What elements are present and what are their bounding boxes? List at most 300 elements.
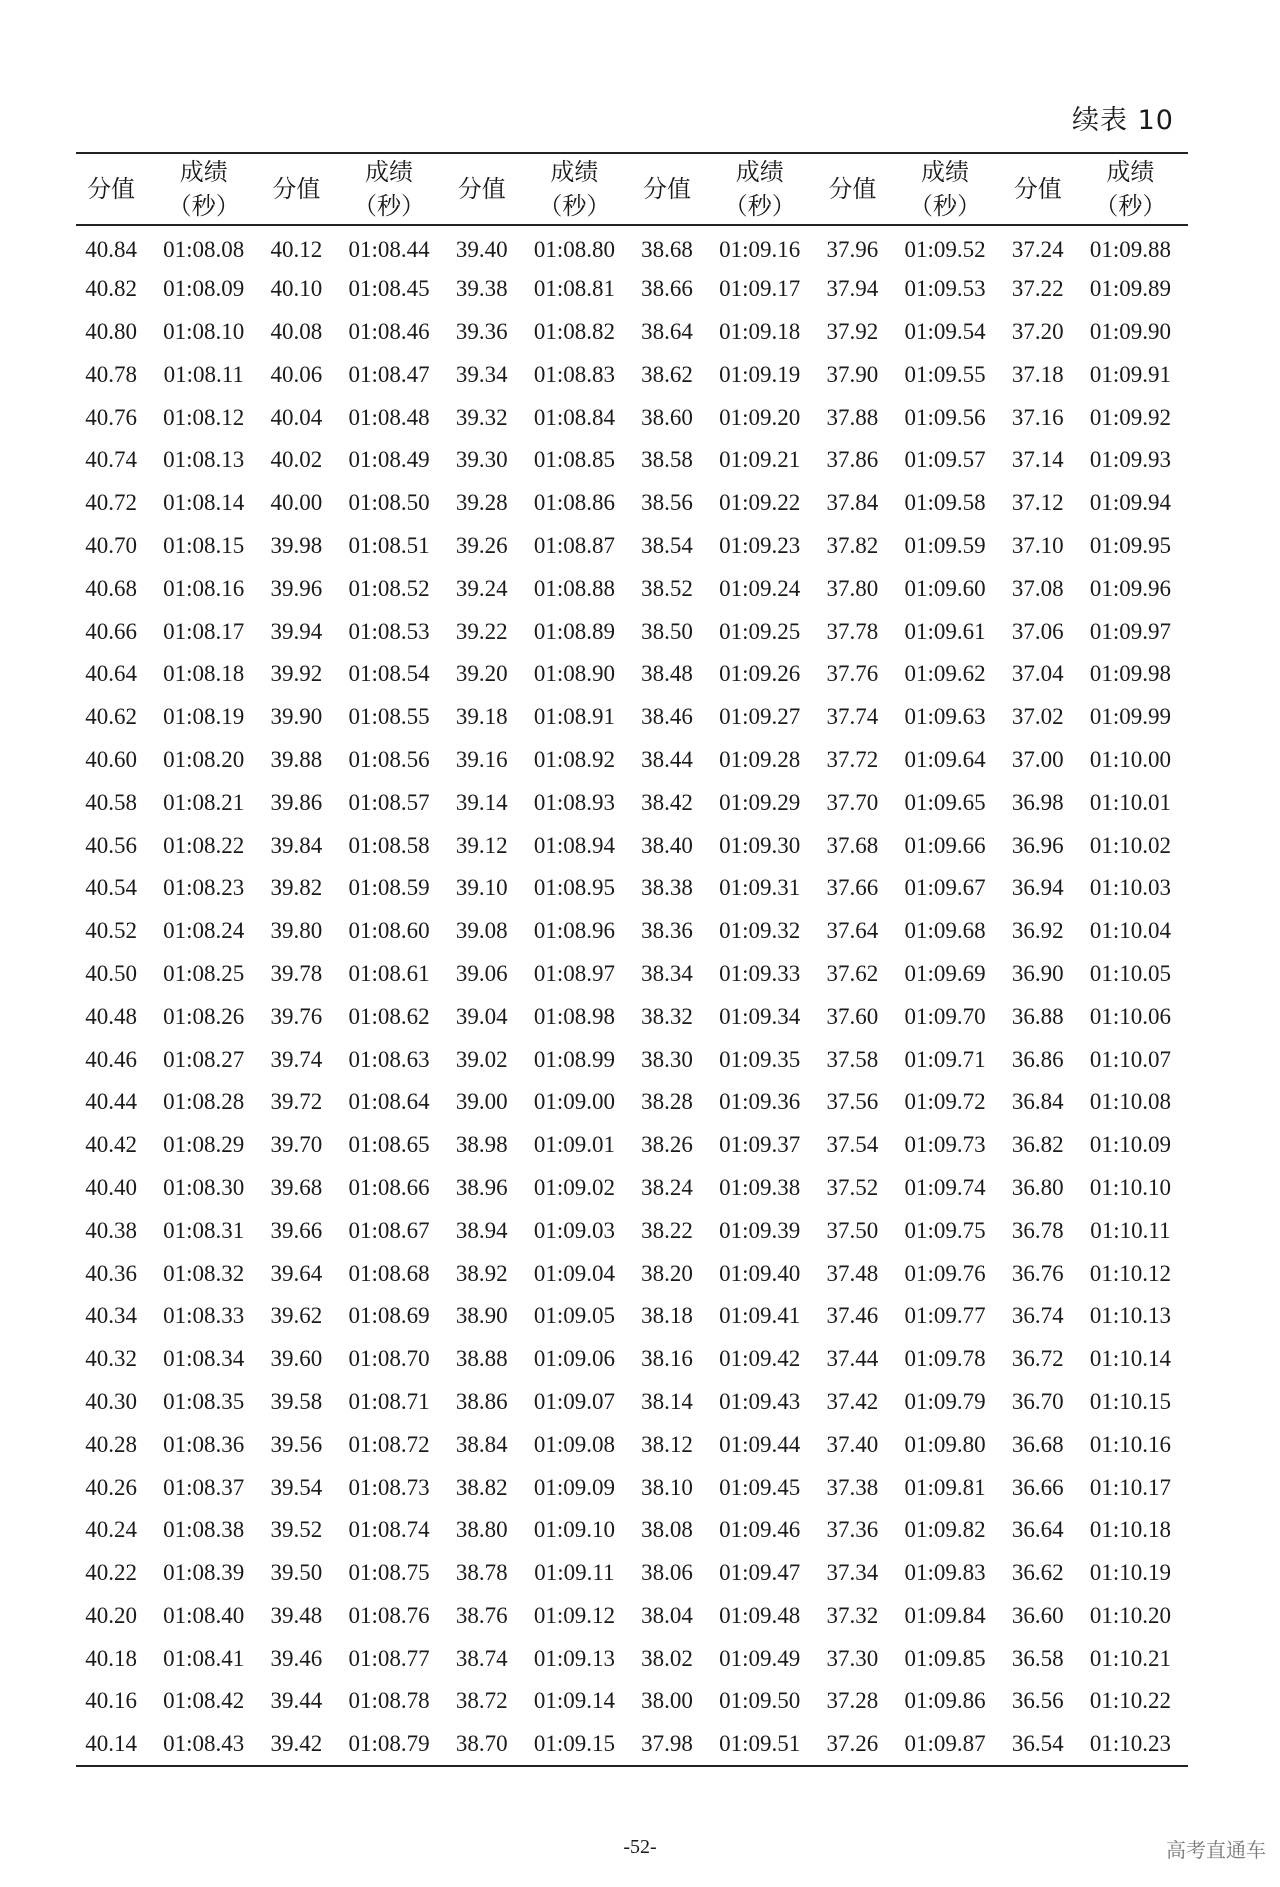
time-cell: 01:10.11 [1090, 1217, 1171, 1243]
score-cell: 39.76 [270, 1003, 323, 1029]
score-cell: 38.48 [641, 661, 693, 687]
time-cell: 01:09.74 [904, 1174, 986, 1200]
header-time-unit: （秒） [723, 192, 796, 220]
time-cell: 01:09.76 [904, 1260, 986, 1286]
score-cell: 40.60 [85, 746, 137, 772]
time-cell: 01:10.08 [1089, 1089, 1171, 1115]
score-cell: 37.96 [826, 236, 879, 262]
score-cell: 38.42 [641, 789, 693, 815]
score-cell: 39.42 [270, 1730, 323, 1756]
time-cell: 01:09.22 [719, 490, 801, 516]
time-cell: 01:09.18 [719, 318, 801, 344]
table-row [76, 1381, 1188, 1424]
time-cell: 01:10.20 [1089, 1602, 1171, 1628]
time-cell: 01:09.16 [719, 236, 801, 262]
time-cell: 01:08.13 [163, 447, 245, 473]
score-cell: 40.58 [85, 789, 137, 815]
score-cell: 37.48 [826, 1260, 879, 1286]
time-cell: 01:09.49 [719, 1645, 801, 1671]
table-row [76, 482, 1188, 525]
time-cell: 01:09.15 [533, 1730, 615, 1756]
time-cell: 01:09.36 [719, 1089, 801, 1115]
time-cell: 01:08.20 [163, 746, 245, 772]
time-cell: 01:08.98 [533, 1003, 615, 1029]
score-cell: 40.04 [270, 404, 323, 430]
score-cell: 38.44 [641, 746, 693, 772]
score-cell: 40.50 [85, 960, 137, 986]
time-cell: 01:08.67 [348, 1217, 430, 1243]
score-cell: 39.88 [270, 746, 323, 772]
table-row [76, 995, 1188, 1038]
time-cell: 01:10.19 [1089, 1560, 1171, 1586]
score-cell: 39.50 [270, 1560, 323, 1586]
time-cell: 01:08.53 [348, 618, 430, 644]
score-cell: 40.70 [85, 532, 137, 558]
time-cell: 01:09.61 [904, 618, 986, 644]
time-cell: 01:09.83 [904, 1560, 986, 1586]
time-cell: 01:09.19 [719, 361, 801, 387]
score-cell: 40.46 [85, 1046, 137, 1072]
time-cell: 01:08.08 [163, 236, 245, 262]
time-cell: 01:10.14 [1089, 1346, 1171, 1372]
score-cell: 39.30 [455, 447, 508, 473]
score-cell: 39.28 [455, 490, 508, 516]
header-time-label: 成绩 [550, 158, 599, 186]
score-cell: 38.04 [641, 1602, 693, 1628]
time-cell: 01:09.45 [719, 1474, 801, 1500]
time-cell: 01:08.88 [533, 575, 615, 601]
time-cell: 01:10.04 [1089, 918, 1171, 944]
header-time [517, 153, 632, 225]
time-cell: 01:09.59 [904, 532, 986, 558]
score-cell: 37.34 [826, 1560, 879, 1586]
score-cell: 36.86 [1011, 1046, 1064, 1072]
time-cell: 01:09.96 [1089, 575, 1171, 601]
score-cell: 39.12 [455, 832, 508, 858]
time-cell: 01:09.21 [719, 447, 801, 473]
score-cell: 36.56 [1011, 1688, 1064, 1714]
score-cell: 40.54 [85, 875, 137, 901]
time-cell: 01:08.95 [533, 875, 615, 901]
score-cell: 37.16 [1011, 404, 1064, 430]
time-cell: 01:09.42 [719, 1346, 801, 1372]
score-cell: 38.50 [641, 618, 693, 644]
header-time-label: 成绩 [365, 158, 414, 186]
table-body [76, 225, 1188, 1766]
score-cell: 37.38 [826, 1474, 879, 1500]
time-cell: 01:09.27 [719, 704, 801, 730]
score-cell: 37.28 [826, 1688, 879, 1714]
time-cell: 01:09.24 [719, 575, 801, 601]
time-cell: 01:08.69 [348, 1303, 430, 1329]
time-cell: 01:09.39 [719, 1217, 801, 1243]
header-time-label: 成绩 [921, 158, 970, 186]
score-cell: 40.62 [85, 704, 137, 730]
time-cell: 01:08.80 [533, 236, 615, 262]
score-cell: 40.36 [85, 1260, 137, 1286]
time-cell: 01:09.37 [719, 1132, 801, 1158]
score-cell: 40.68 [85, 575, 137, 601]
score-cell: 40.16 [85, 1688, 137, 1714]
time-cell: 01:09.13 [533, 1645, 615, 1671]
time-cell: 01:08.43 [163, 1730, 245, 1756]
time-cell: 01:10.17 [1089, 1474, 1171, 1500]
watermark: 高考直通车 [1166, 1838, 1266, 1862]
time-cell: 01:09.03 [533, 1217, 615, 1243]
score-cell: 38.92 [455, 1260, 508, 1286]
score-cell: 38.00 [641, 1688, 693, 1714]
score-cell: 40.40 [85, 1174, 137, 1200]
time-cell: 01:09.51 [719, 1730, 801, 1756]
score-cell: 39.34 [455, 361, 508, 387]
time-cell: 01:09.40 [719, 1260, 801, 1286]
score-cell: 38.94 [455, 1217, 508, 1243]
time-cell: 01:09.80 [904, 1431, 986, 1457]
score-cell: 37.82 [826, 532, 879, 558]
time-cell: 01:09.56 [904, 404, 986, 430]
header-score: 分值 [457, 175, 506, 203]
score-cell: 38.62 [641, 361, 693, 387]
table-row [76, 1209, 1188, 1252]
time-cell: 01:08.89 [533, 618, 615, 644]
score-cell: 36.78 [1011, 1217, 1064, 1243]
score-cell: 39.00 [455, 1089, 508, 1115]
time-cell: 01:08.96 [533, 918, 615, 944]
table-row [76, 567, 1188, 610]
time-cell: 01:08.12 [163, 404, 245, 430]
time-cell: 01:08.81 [533, 276, 615, 302]
time-cell: 01:09.53 [904, 276, 986, 302]
score-cell: 39.08 [455, 918, 508, 944]
header-time [331, 153, 446, 225]
score-cell: 39.14 [455, 789, 508, 815]
score-cell: 37.60 [826, 1003, 879, 1029]
score-table [76, 152, 1188, 1767]
score-cell: 37.44 [826, 1346, 879, 1372]
score-cell: 37.36 [826, 1517, 879, 1543]
score-cell: 38.72 [455, 1688, 508, 1714]
time-cell: 01:08.93 [533, 789, 615, 815]
time-cell: 01:09.30 [719, 832, 801, 858]
time-cell: 01:09.00 [533, 1089, 615, 1115]
time-cell: 01:08.52 [348, 575, 430, 601]
score-cell: 39.72 [270, 1089, 323, 1115]
time-cell: 01:09.89 [1089, 276, 1171, 302]
table-row [76, 1338, 1188, 1381]
time-cell: 01:08.41 [163, 1645, 245, 1671]
score-cell: 39.92 [270, 661, 323, 687]
score-cell: 37.56 [826, 1089, 879, 1115]
header-time-unit: （秒） [167, 192, 240, 220]
header-score: 分值 [87, 175, 136, 203]
time-cell: 01:08.14 [163, 490, 245, 516]
score-cell: 37.46 [826, 1303, 879, 1329]
score-cell: 38.20 [641, 1260, 693, 1286]
score-cell: 37.52 [826, 1174, 879, 1200]
score-cell: 40.10 [270, 276, 323, 302]
score-cell: 39.64 [270, 1260, 323, 1286]
score-cell: 38.40 [641, 832, 693, 858]
score-cell: 40.84 [85, 236, 137, 262]
score-cell: 39.24 [455, 575, 508, 601]
time-cell: 01:08.16 [163, 575, 245, 601]
score-cell: 39.10 [455, 875, 508, 901]
score-cell: 38.88 [455, 1346, 508, 1372]
score-cell: 40.18 [85, 1645, 137, 1671]
score-cell: 38.58 [641, 447, 693, 473]
time-cell: 01:08.26 [163, 1003, 245, 1029]
time-cell: 01:09.32 [719, 918, 801, 944]
time-cell: 01:09.78 [904, 1346, 986, 1372]
time-cell: 01:08.27 [163, 1046, 245, 1072]
score-cell: 39.94 [270, 618, 323, 644]
table-row [76, 696, 1188, 739]
score-cell: 40.20 [85, 1602, 137, 1628]
time-cell: 01:08.94 [533, 832, 615, 858]
time-cell: 01:08.91 [533, 704, 615, 730]
table-row [76, 1509, 1188, 1552]
table-row [76, 867, 1188, 910]
time-cell: 01:08.58 [348, 832, 430, 858]
header-time-label: 成绩 [735, 158, 784, 186]
score-cell: 39.74 [270, 1046, 323, 1072]
time-cell: 01:09.05 [533, 1303, 615, 1329]
score-cell: 38.80 [455, 1517, 508, 1543]
score-cell: 38.16 [641, 1346, 693, 1372]
time-cell: 01:08.78 [348, 1688, 430, 1714]
time-cell: 01:08.74 [348, 1517, 430, 1543]
score-cell: 36.94 [1011, 875, 1064, 901]
score-cell: 38.64 [641, 318, 693, 344]
score-cell: 40.32 [85, 1346, 137, 1372]
time-cell: 01:08.76 [348, 1602, 430, 1628]
time-cell: 01:08.73 [348, 1474, 430, 1500]
score-cell: 39.56 [270, 1431, 323, 1457]
table-row [76, 1252, 1188, 1295]
score-cell: 38.90 [455, 1303, 508, 1329]
table-row [76, 1038, 1188, 1081]
score-cell: 36.90 [1011, 960, 1064, 986]
score-cell: 37.06 [1011, 618, 1064, 644]
time-cell: 01:09.82 [904, 1517, 986, 1543]
time-cell: 01:09.20 [719, 404, 801, 430]
time-cell: 01:09.28 [719, 746, 801, 772]
time-cell: 01:09.46 [719, 1517, 801, 1543]
score-cell: 39.62 [270, 1303, 323, 1329]
score-cell: 36.98 [1011, 789, 1064, 815]
time-cell: 01:09.68 [904, 918, 986, 944]
time-cell: 01:10.00 [1089, 746, 1171, 772]
score-cell: 39.82 [270, 875, 323, 901]
table-row [76, 910, 1188, 953]
score-cell: 36.84 [1011, 1089, 1064, 1115]
score-cell: 36.58 [1011, 1645, 1064, 1671]
score-cell: 37.10 [1011, 532, 1064, 558]
score-cell: 40.66 [85, 618, 137, 644]
time-cell: 01:08.54 [348, 661, 430, 687]
time-cell: 01:08.72 [348, 1431, 430, 1457]
time-cell: 01:10.21 [1089, 1645, 1171, 1671]
time-cell: 01:09.47 [719, 1560, 801, 1586]
score-cell: 38.98 [455, 1132, 508, 1158]
score-cell: 39.06 [455, 960, 508, 986]
time-cell: 01:08.55 [348, 704, 430, 730]
header-time [702, 153, 817, 225]
score-cell: 37.08 [1011, 575, 1064, 601]
time-cell: 01:09.99 [1089, 704, 1171, 730]
table-row [76, 1466, 1188, 1509]
time-cell: 01:09.95 [1089, 532, 1171, 558]
score-cell: 37.12 [1011, 490, 1064, 516]
score-cell: 37.64 [826, 918, 879, 944]
header-row [76, 153, 1188, 225]
score-cell: 37.80 [826, 575, 879, 601]
time-cell: 01:09.70 [904, 1003, 986, 1029]
score-cell: 40.12 [270, 236, 323, 262]
time-cell: 01:08.24 [163, 918, 245, 944]
score-cell: 37.72 [826, 746, 879, 772]
score-cell: 38.26 [641, 1132, 693, 1158]
table-row [76, 1680, 1188, 1723]
header-time-unit: （秒） [909, 192, 982, 220]
score-cell: 38.54 [641, 532, 693, 558]
score-cell: 38.38 [641, 875, 693, 901]
time-cell: 01:08.32 [163, 1260, 245, 1286]
score-cell: 40.72 [85, 490, 137, 516]
time-cell: 01:09.50 [719, 1688, 801, 1714]
score-cell: 38.74 [455, 1645, 508, 1671]
time-cell: 01:09.63 [904, 704, 986, 730]
header-time-unit: （秒） [1094, 192, 1167, 220]
time-cell: 01:09.75 [904, 1217, 986, 1243]
time-cell: 01:08.35 [163, 1388, 245, 1414]
score-cell: 40.00 [270, 490, 323, 516]
score-cell: 40.22 [85, 1560, 137, 1586]
time-cell: 01:09.92 [1089, 404, 1171, 430]
score-cell: 39.78 [270, 960, 323, 986]
score-cell: 39.02 [455, 1046, 508, 1072]
table-row [76, 225, 1188, 268]
score-cell: 39.60 [270, 1346, 323, 1372]
score-cell: 39.16 [455, 746, 508, 772]
time-cell: 01:09.77 [904, 1303, 986, 1329]
score-cell: 37.20 [1011, 318, 1064, 344]
time-cell: 01:08.56 [348, 746, 430, 772]
score-cell: 36.54 [1011, 1730, 1064, 1756]
score-cell: 38.08 [641, 1517, 693, 1543]
score-cell: 40.42 [85, 1132, 137, 1158]
table-caption: 续表 10 [1072, 105, 1174, 136]
score-cell: 37.18 [1011, 361, 1064, 387]
time-cell: 01:08.34 [163, 1346, 245, 1372]
time-cell: 01:09.52 [904, 236, 986, 262]
score-cell: 37.30 [826, 1645, 879, 1671]
score-cell: 38.06 [641, 1560, 693, 1586]
score-cell: 40.30 [85, 1388, 137, 1414]
time-cell: 01:08.09 [163, 276, 245, 302]
header-time-unit: （秒） [538, 192, 611, 220]
score-cell: 37.76 [826, 661, 879, 687]
score-cell: 36.70 [1011, 1388, 1064, 1414]
score-cell: 40.28 [85, 1431, 137, 1457]
time-cell: 01:08.82 [533, 318, 615, 344]
score-cell: 40.78 [85, 361, 137, 387]
score-cell: 39.20 [455, 661, 508, 687]
time-cell: 01:08.66 [348, 1174, 430, 1200]
score-cell: 40.24 [85, 1517, 137, 1543]
time-cell: 01:09.91 [1089, 361, 1171, 387]
header-time-unit: （秒） [353, 192, 426, 220]
table-row [76, 525, 1188, 568]
score-cell: 38.36 [641, 918, 693, 944]
score-cell: 38.22 [641, 1217, 693, 1243]
table-row [76, 396, 1188, 439]
header-time-label: 成绩 [179, 158, 228, 186]
time-cell: 01:08.79 [348, 1730, 430, 1756]
score-cell: 38.24 [641, 1174, 693, 1200]
time-cell: 01:09.09 [533, 1474, 615, 1500]
time-cell: 01:09.60 [904, 575, 986, 601]
time-cell: 01:08.21 [163, 789, 245, 815]
time-cell: 01:08.39 [163, 1560, 245, 1586]
score-cell: 39.86 [270, 789, 323, 815]
score-cell: 37.58 [826, 1046, 879, 1072]
time-cell: 01:09.72 [904, 1089, 986, 1115]
time-cell: 01:08.64 [348, 1089, 430, 1115]
score-cell: 36.82 [1011, 1132, 1064, 1158]
score-cell: 36.72 [1011, 1346, 1064, 1372]
score-cell: 40.06 [270, 361, 323, 387]
time-cell: 01:09.43 [719, 1388, 801, 1414]
score-cell: 39.90 [270, 704, 323, 730]
time-cell: 01:09.29 [719, 789, 801, 815]
score-cell: 36.62 [1011, 1560, 1064, 1586]
time-cell: 01:09.12 [533, 1602, 615, 1628]
score-cell: 37.70 [826, 789, 879, 815]
time-cell: 01:09.17 [719, 276, 801, 302]
score-cell: 40.48 [85, 1003, 137, 1029]
score-cell: 40.64 [85, 661, 137, 687]
time-cell: 01:09.57 [904, 447, 986, 473]
header-score: 分值 [643, 175, 692, 203]
time-cell: 01:08.77 [348, 1645, 430, 1671]
score-cell: 37.98 [641, 1730, 693, 1756]
score-cell: 39.36 [455, 318, 508, 344]
score-cell: 38.12 [641, 1431, 693, 1457]
table-row [76, 1423, 1188, 1466]
header-time [1073, 153, 1188, 225]
score-cell: 38.32 [641, 1003, 693, 1029]
score-cell: 37.84 [826, 490, 879, 516]
table-row [76, 1637, 1188, 1680]
time-cell: 01:09.84 [904, 1602, 986, 1628]
score-cell: 40.08 [270, 318, 323, 344]
score-cell: 37.86 [826, 447, 879, 473]
score-cell: 37.24 [1011, 236, 1064, 262]
score-cell: 39.04 [455, 1003, 508, 1029]
score-cell: 38.10 [641, 1474, 693, 1500]
score-cell: 40.76 [85, 404, 137, 430]
table-row [76, 824, 1188, 867]
time-cell: 01:09.58 [904, 490, 986, 516]
time-cell: 01:09.38 [719, 1174, 801, 1200]
time-cell: 01:08.61 [348, 960, 430, 986]
time-cell: 01:08.42 [163, 1688, 245, 1714]
time-cell: 01:08.18 [163, 661, 245, 687]
time-cell: 01:08.63 [348, 1046, 430, 1072]
time-cell: 01:08.97 [533, 960, 615, 986]
score-cell: 38.52 [641, 575, 693, 601]
